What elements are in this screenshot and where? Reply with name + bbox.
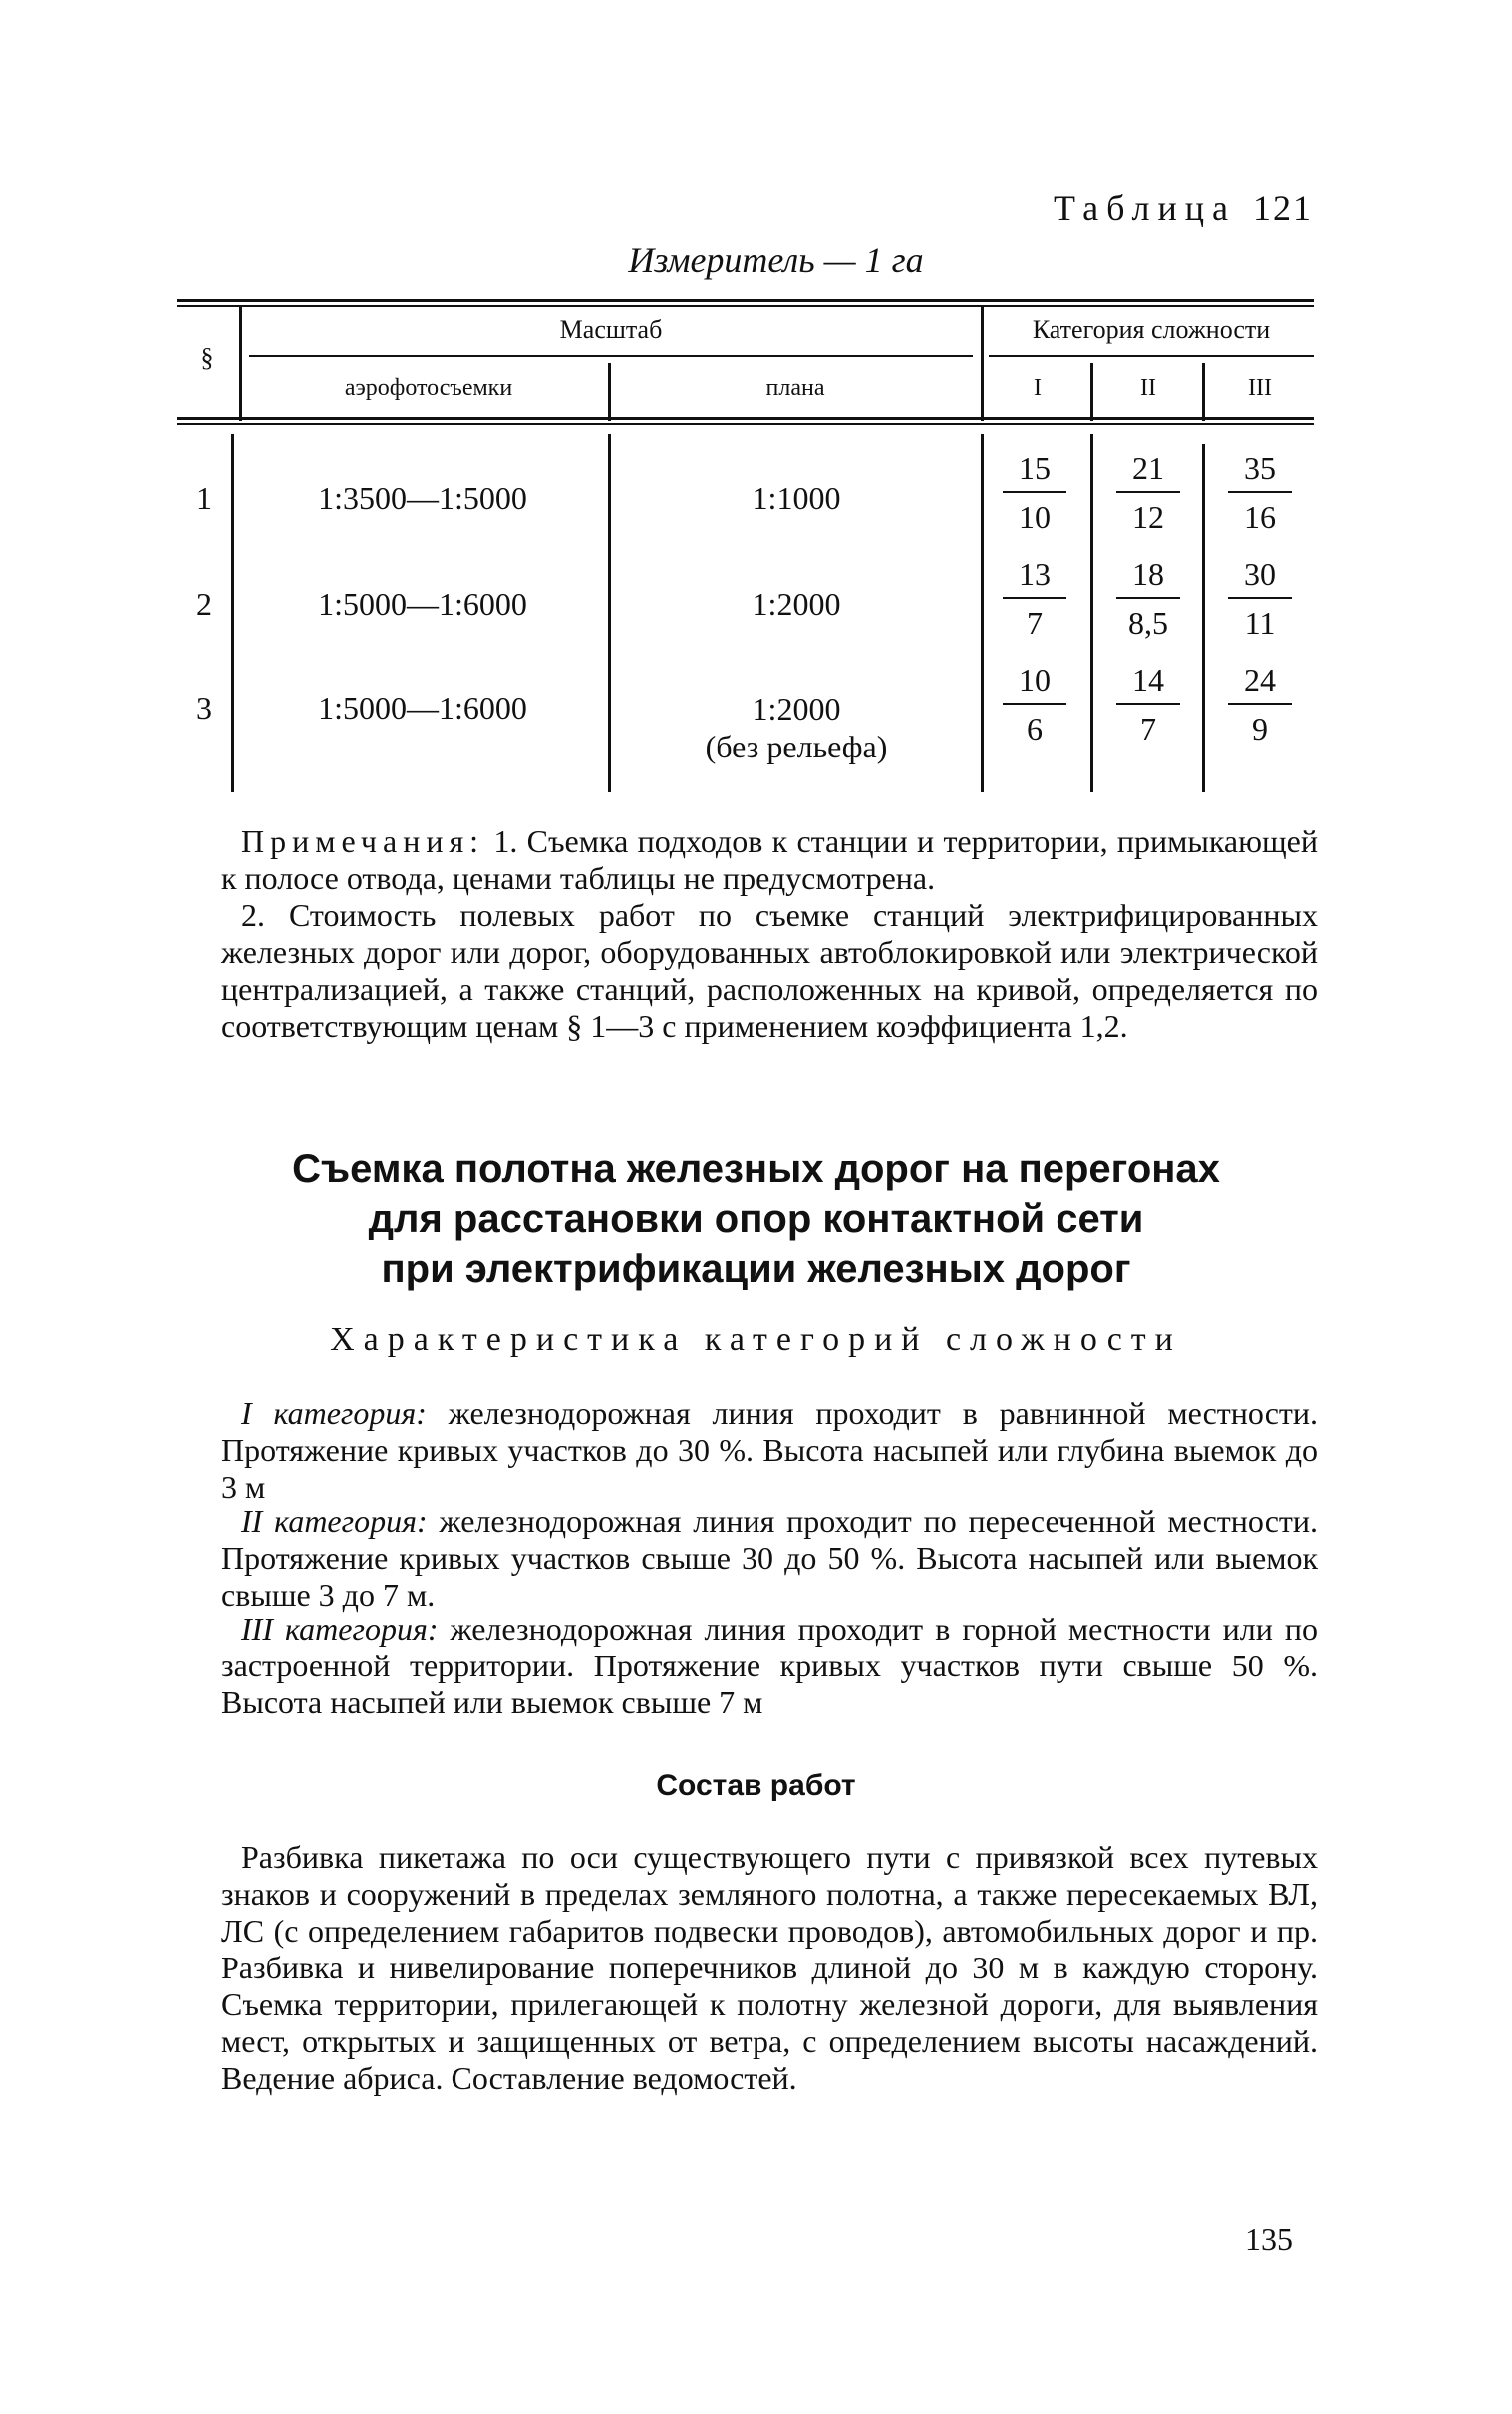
note-1 — [221, 823, 1318, 897]
header-aerial: аэрофотосъемки — [344, 375, 513, 401]
row-1-cat3-bottom: 16 — [1244, 499, 1276, 535]
row-2-cat3-bottom: 11 — [1244, 605, 1276, 641]
section-heading-line-1: Съемка полотна железных дорог на перегонах — [292, 1147, 1220, 1191]
category-2 — [221, 1503, 1318, 1614]
note-2: 2. Стоимость полевых работ по съемке станций электрифицированных железных дорог или дорог, оборудованных автоблокировкой или электрической централизацией, а также станций, расположенных на кривой, определяется по соответствующим ценам § 1—3 с применением коэффициента 1,2. — [221, 897, 1318, 1044]
row-1-aerial: 1:3500—1:5000 — [318, 480, 527, 516]
row-2-cat2-top: 18 — [1132, 556, 1164, 592]
row-3-cat3-bottom: 9 — [1252, 711, 1268, 747]
row-1-num: 1 — [196, 480, 212, 516]
works-text: Разбивка пикетажа по оси существующего пути с привязкой всех путевых знаков и сооружений в пределах земляного полотна, а также пересекаемых ВЛ, ЛС (с определением габаритов подвески проводов), автомобильных дорог и пр. Разбивка и нивелирование поперечников длиной до 30 м в каждую сторону. Съемка территории, прилегающей к полотну железной дороги, для выявления мест, открытых и защищенных от ветра, с определением высоты насаждений. Ведение абриса. Составление ведомостей. — [221, 1839, 1318, 2096]
category-1-text: железнодорожная линия проходит в равнинной местности. Протяжение кривых участков до 30 %. Высота насыпей или глубина выемок до 3 м — [221, 1395, 1319, 1505]
category-3 — [221, 1611, 1318, 1721]
price-table — [177, 299, 1314, 797]
row-1-cat3-top: 35 — [1244, 451, 1276, 486]
row-3-num: 3 — [196, 690, 212, 726]
row-2-plan: 1:2000 — [752, 586, 841, 622]
row-2-cat3-top: 30 — [1244, 556, 1276, 592]
row-3-cat2 — [1108, 662, 1188, 748]
row-3-plan: 1:2000 — [752, 691, 841, 727]
row-3-cat3-top: 24 — [1244, 662, 1276, 698]
header-category: Категория сложности — [1032, 315, 1271, 344]
header-plan: плана — [765, 375, 825, 401]
row-3-plan-cell — [612, 690, 981, 765]
row-1-cat3 — [1220, 451, 1300, 536]
row-3-cat1-top: 10 — [1019, 662, 1051, 698]
characteristics-heading: Характеристика категорий сложности — [330, 1321, 1182, 1358]
row-2-cat2-bottom: 8,5 — [1128, 605, 1168, 641]
table-title — [1054, 187, 1313, 229]
row-2-cat2 — [1108, 556, 1188, 642]
row-1-cat2-top: 21 — [1132, 451, 1164, 486]
category-1 — [221, 1395, 1318, 1506]
section-heading-line-3: при электрификации железных дорог — [381, 1247, 1131, 1291]
category-2-text: железнодорожная линия проходит по пересеченной местности. Протяжение кривых участков свыше 30 до 50 %. Высота насыпей или выемок свыше 3 до 7 м. — [221, 1503, 1319, 1613]
row-1-cat1 — [995, 451, 1074, 536]
table-unit: Измеритель — 1 га — [628, 240, 924, 280]
works-heading: Состав работ — [656, 1769, 856, 1802]
row-2-cat1-top: 13 — [1019, 556, 1051, 592]
row-3-plan-note: (без рельефа) — [705, 729, 888, 764]
header-scale: Масштаб — [559, 315, 663, 344]
page-number: 135 — [1245, 2221, 1293, 2257]
notes-label: Примечания: — [241, 823, 485, 859]
row-3-cat1-bottom: 6 — [1027, 711, 1043, 747]
header-cat1: I — [1034, 375, 1042, 401]
section-heading — [0, 1144, 1512, 1294]
row-1-cat2 — [1108, 451, 1188, 536]
category-3-label: III категория: — [241, 1611, 439, 1647]
row-3-cat2-bottom: 7 — [1140, 711, 1156, 747]
note-1-text: 1. Съемка подходов к станции и территории, примыкающей к полосе отвода, ценами таблицы не предусмотрена. — [221, 823, 1319, 896]
category-1-label: I категория: — [241, 1395, 427, 1431]
row-2-num: 2 — [196, 586, 212, 622]
header-cat3: III — [1248, 375, 1272, 401]
row-2-cat1 — [995, 556, 1074, 642]
row-3-cat2-top: 14 — [1132, 662, 1164, 698]
row-1-cat2-bottom: 12 — [1132, 499, 1164, 535]
row-2-cat3 — [1220, 556, 1300, 642]
category-2-label: II категория: — [241, 1503, 428, 1539]
row-1-cat1-top: 15 — [1019, 451, 1051, 486]
header-cat2: II — [1140, 375, 1156, 401]
table-title-number: 121 — [1253, 188, 1313, 228]
table-title-label: Таблица — [1054, 188, 1236, 228]
category-3-text: железнодорожная линия проходит в горной местности или по застроенной территории. Протяжение кривых участков пути свыше 50 %. Высота насыпей или выемок свыше 7 м — [221, 1611, 1319, 1720]
row-1-cat1-bottom: 10 — [1019, 499, 1051, 535]
header-section: § — [200, 343, 214, 372]
row-1-plan: 1:1000 — [752, 480, 841, 516]
row-3-cat3 — [1220, 662, 1300, 748]
row-2-aerial: 1:5000—1:6000 — [318, 586, 527, 622]
row-2-cat1-bottom: 7 — [1027, 605, 1043, 641]
row-3-aerial: 1:5000—1:6000 — [318, 690, 527, 726]
row-3-cat1 — [995, 662, 1074, 748]
section-heading-line-2: для расстановки опор контактной сети — [368, 1197, 1144, 1241]
